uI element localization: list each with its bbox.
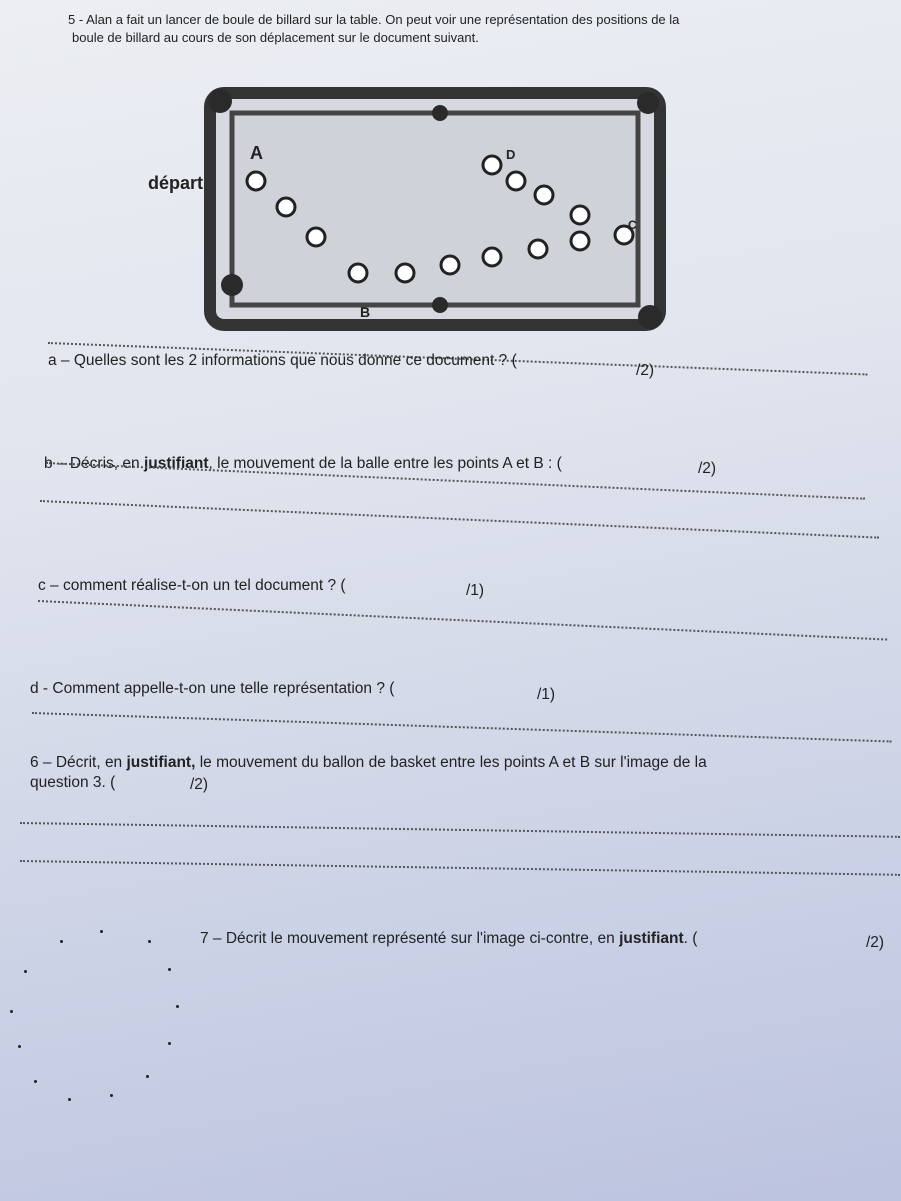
q5-intro-line1: 5 - Alan a fait un lancer de boule de billard sur la table. On peut voir une représentation des positions de la	[68, 12, 680, 27]
q6-question-line2: question 3. (	[30, 774, 116, 791]
answer-line[interactable]	[20, 860, 900, 876]
ball	[349, 264, 367, 282]
q6-prefix: 6 – Décrit, en	[30, 754, 127, 771]
motion-dot	[176, 1005, 179, 1008]
answer-line[interactable]	[40, 500, 879, 539]
ball	[396, 264, 414, 282]
q5c-question: c – comment réalise-t-on un tel document ? (	[38, 577, 346, 594]
motion-dot	[24, 970, 27, 973]
motion-dot	[68, 1098, 71, 1101]
point-a-label: A	[250, 143, 263, 163]
q6-points: /2)	[190, 776, 209, 793]
pocket	[638, 305, 662, 329]
pocket	[637, 92, 659, 114]
q7-prefix: 7 – Décrit le mouvement représenté sur l'image ci-contre, en	[200, 930, 620, 947]
ball	[507, 172, 525, 190]
motion-dot	[110, 1094, 113, 1097]
pocket	[432, 297, 448, 313]
motion-dot	[60, 940, 63, 943]
point-c-label: C	[628, 218, 637, 232]
q5b-points: /2)	[698, 460, 717, 477]
answer-line[interactable]	[38, 600, 887, 641]
q6-suffix: le mouvement du ballon de basket entre les points A et B sur l'image de la	[195, 754, 707, 771]
q5a-points: /2)	[636, 362, 655, 379]
q5b-question	[44, 455, 562, 473]
q5a-question: a – Quelles sont les 2 informations que nous donne ce document ? (	[48, 352, 517, 369]
ball	[529, 240, 547, 258]
ball	[277, 198, 295, 216]
q6-question-line1	[30, 754, 707, 772]
ball	[483, 248, 501, 266]
q7-bold: justifiant	[619, 930, 684, 947]
ball	[571, 206, 589, 224]
q6-bold: justifiant,	[126, 754, 196, 771]
q5b-suffix: , le mouvement de la balle entre les points A et B : (	[208, 455, 562, 472]
pocket	[208, 89, 232, 113]
ball	[571, 232, 589, 250]
q5d-question: d - Comment appelle-t-on une telle représentation ? (	[30, 680, 395, 697]
pocket	[221, 274, 243, 296]
q5-intro-line2: boule de billard au cours de son déplacement sur le document suivant.	[72, 30, 479, 45]
depart-label: départ	[148, 173, 204, 193]
motion-dot	[10, 1010, 13, 1013]
q7-points: /2)	[866, 934, 885, 951]
motion-dot	[148, 940, 151, 943]
q5d-points: /1)	[537, 686, 556, 703]
motion-dot	[168, 968, 171, 971]
ball	[441, 256, 459, 274]
ball	[247, 172, 265, 190]
motion-dot	[146, 1075, 149, 1078]
motion-dot	[100, 930, 103, 933]
ball	[307, 228, 325, 246]
point-b-label: B	[360, 304, 371, 320]
pocket	[432, 105, 448, 121]
q5b-prefix: b – Décris, en	[44, 455, 144, 472]
point-d-label: D	[506, 147, 516, 162]
ball	[483, 156, 501, 174]
q7-question	[200, 930, 697, 948]
motion-dot	[34, 1080, 37, 1083]
billiard-table-figure	[140, 85, 670, 335]
motion-dot	[18, 1045, 21, 1048]
q7-suffix: . (	[683, 930, 698, 947]
motion-dot	[168, 1042, 171, 1045]
q5b-bold: justifiant	[143, 455, 209, 472]
q5c-points: /1)	[466, 582, 485, 599]
answer-line[interactable]	[20, 822, 900, 838]
ball	[535, 186, 553, 204]
answer-line[interactable]	[32, 712, 892, 743]
